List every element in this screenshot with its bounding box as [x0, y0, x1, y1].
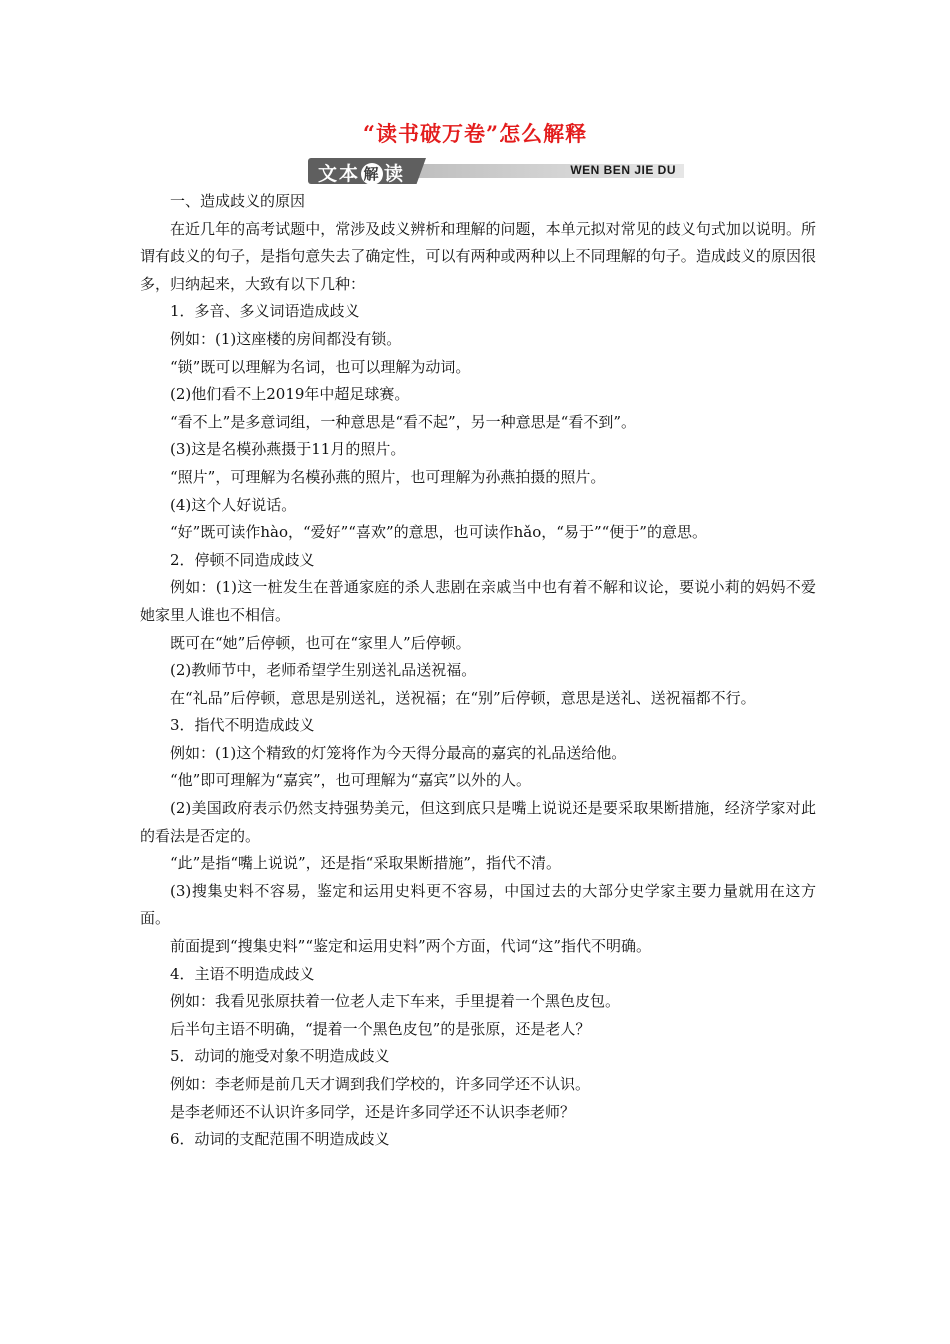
paragraph: 3．指代不明造成歧义 — [170, 716, 315, 735]
paragraph: (2)他们看不上2019年中超足球赛。 — [170, 385, 410, 404]
paragraph: (2)教师节中，老师希望学生别送礼品送祝福。 — [170, 661, 477, 680]
paragraph: (3)搜集史料不容易，鉴定和运用史料更不容易，中国过去的大部分史学家主要力量就用在这方面。 — [140, 881, 816, 928]
paragraph: (2)美国政府表示仍然支持强势美元，但这到底只是嘴上说说还是要采取果断措施，经济学家对此的看法是否定的。 — [140, 799, 816, 845]
banner-label-pre: 文本 — [318, 163, 361, 185]
paragraph: 既可在“她”后停顿，也可在“家里人”后停顿。 — [170, 633, 471, 652]
paragraph: (4)这个人好说话。 — [170, 495, 297, 514]
body-text — [140, 188, 816, 1154]
page-title: “读书破万卷”怎么解释 — [362, 121, 588, 146]
paragraph: 一、造成歧义的原因 — [170, 192, 306, 210]
section-banner — [308, 158, 684, 184]
paragraph: “好”既可读作hào，“爱好”“喜欢”的意思，也可读作hǎo，“易于”“便于”的意思。 — [170, 523, 707, 542]
paragraph: “照片”，可理解为名模孙燕的照片，也可理解为孙燕拍摄的照片。 — [170, 467, 606, 486]
paragraph: 5．动词的施受对象不明造成歧义 — [170, 1047, 390, 1066]
banner-label-circle: 解 — [361, 163, 383, 185]
paragraph: 6．动词的支配范围不明造成歧义 — [170, 1130, 390, 1149]
paragraph: 在近几年的高考试题中，常涉及歧义辨析和理解的问题，本单元拟对常见的歧义句式加以说明。所谓有歧义的句子，是指句意失去了确定性，可以有两种或两种以上不同理解的句子。造成歧义的原因很多，归纳起来，大致有以下几种： — [140, 219, 816, 293]
paragraph: 例如：(1)这一桩发生在普通家庭的杀人悲剧在亲戚当中也有着不解和议论，要说小莉的妈妈不爱她家里人谁也不相信。 — [140, 578, 816, 624]
paragraph: 后半句主语不明确，“提着一个黑色皮包”的是张原，还是老人？ — [170, 1019, 591, 1038]
paragraph: “他”即可理解为“嘉宾”，也可理解为“嘉宾”以外的人。 — [170, 771, 532, 790]
paragraph: 例如：(1)这座楼的房间都没有锁。 — [170, 329, 402, 348]
paragraph: 4．主语不明造成歧义 — [170, 964, 315, 983]
paragraph: 2．停顿不同造成歧义 — [170, 550, 315, 569]
paragraph: 1．多音、多义词语造成歧义 — [170, 302, 360, 321]
paragraph: 例如：李老师是前几天才调到我们学校的，许多同学还不认识。 — [170, 1075, 591, 1093]
paragraph: (3)这是名模孙燕摄于11月的照片。 — [170, 440, 406, 459]
paragraph: 前面提到“搜集史料”“鉴定和运用史料”两个方面，代词“这”指代不明确。 — [170, 937, 652, 956]
paragraph: “锁”既可以理解为名词，也可以理解为动词。 — [170, 357, 471, 376]
paragraph: 是李老师还不认识许多同学，还是许多同学还不认识李老师？ — [170, 1102, 576, 1121]
paragraph: “此”是指“嘴上说说”，还是指“采取果断措施”，指代不清。 — [170, 854, 562, 873]
paragraph: 例如：(1)这个精致的灯笼将作为今天得分最高的嘉宾的礼品送给他。 — [170, 743, 627, 762]
paragraph: 例如：我看见张原扶着一位老人走下车来，手里提着一个黑色皮包。 — [170, 992, 621, 1011]
banner-label-post: 读 — [384, 163, 406, 185]
paragraph: 在“礼品”后停顿，意思是别送礼，送祝福；在“别”后停顿，意思是送礼、送祝福都不行。 — [170, 688, 756, 707]
paragraph: “看不上”是多意词组，一种意思是“看不起”，另一种意思是“看不到”。 — [170, 412, 637, 431]
banner-english: WEN BEN JIE DU — [570, 163, 676, 177]
banner-label — [318, 159, 405, 186]
